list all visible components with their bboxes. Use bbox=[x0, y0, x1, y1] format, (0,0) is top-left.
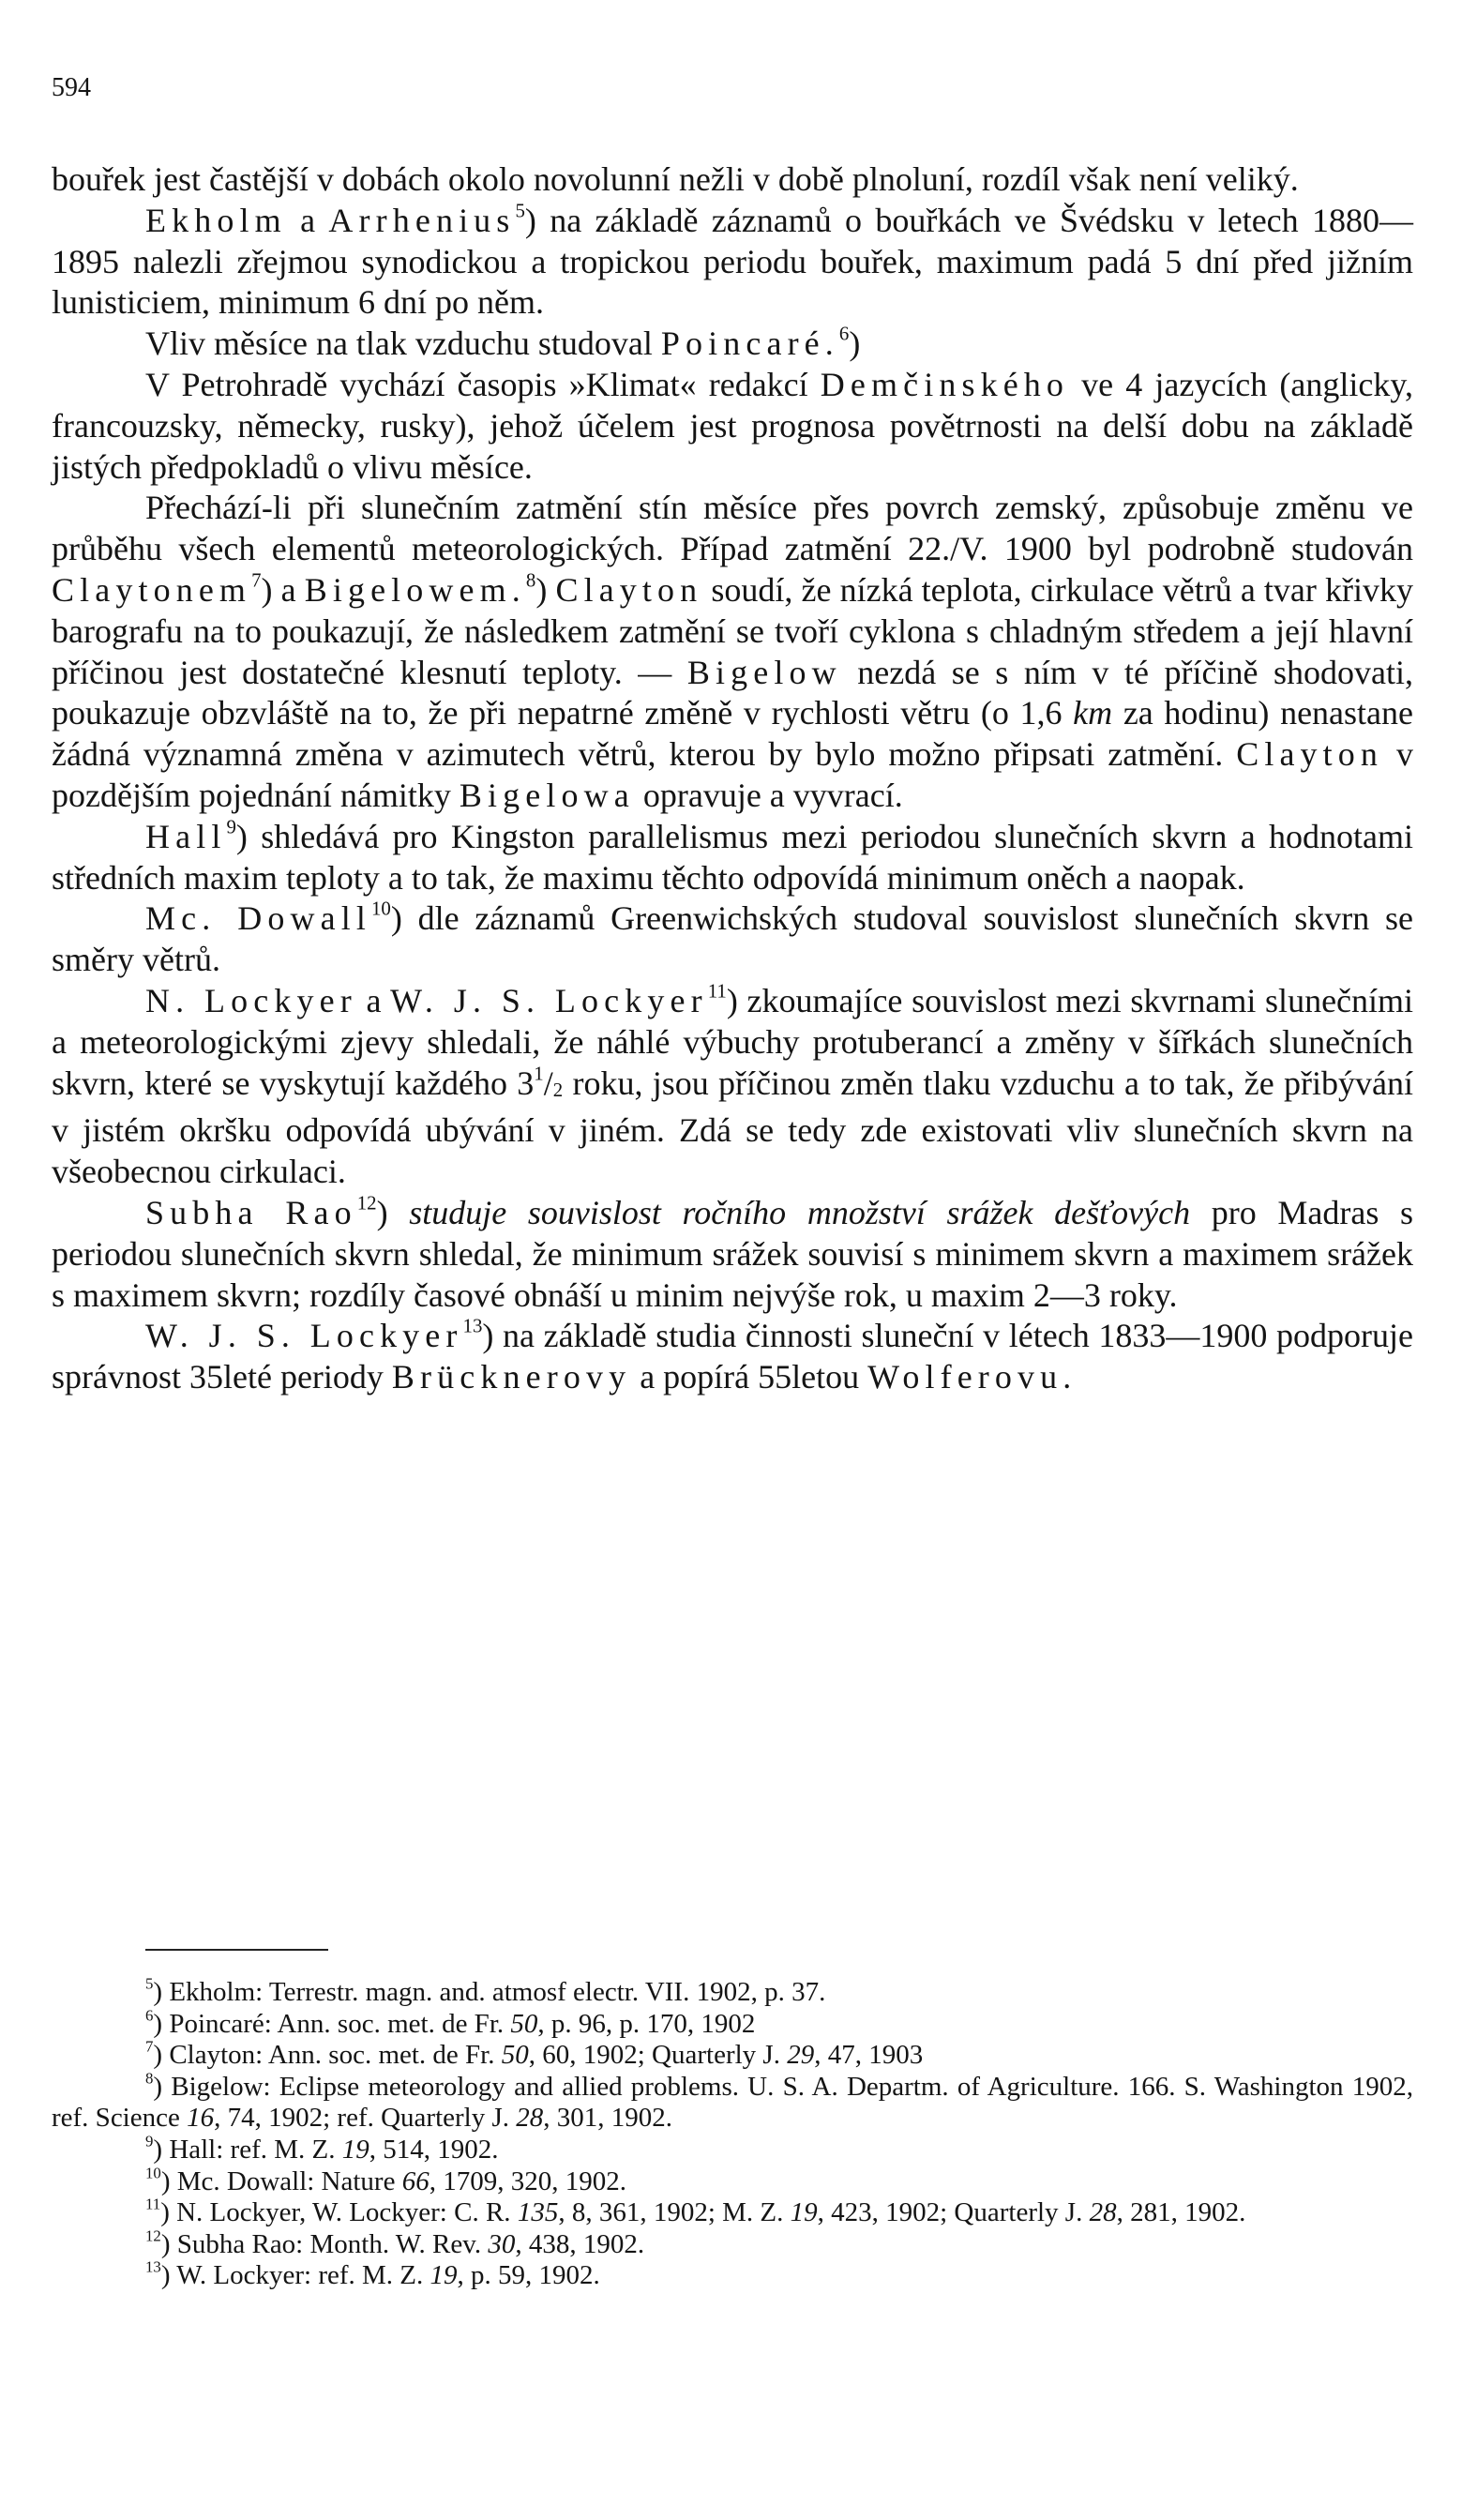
italic-text: studuje souvislost ročního množství srážek dešťových bbox=[409, 1194, 1191, 1231]
footnote-ref: 7 bbox=[251, 568, 262, 592]
footnotes bbox=[52, 1974, 1413, 2292]
footnote-text: , 438, 1902. bbox=[515, 2228, 645, 2259]
text-run: ) shledává pro Kingston parallelismus mezi periodou slunečních skvrn a hodnotami středních maxim teploty a to tak, že maximu těchto odpovídá minimum oněch a naopak. bbox=[52, 817, 1413, 897]
author-name: Arrhenius bbox=[328, 201, 516, 239]
footnote-ref: 8 bbox=[525, 568, 536, 592]
footnote-text: ) Mc. Dowall: Nature bbox=[160, 2165, 402, 2196]
author-name: Clayton bbox=[1236, 735, 1384, 774]
footnote-text: , 423, 1902; Quarterly J. bbox=[817, 2197, 1090, 2228]
footnote-ref: 6 bbox=[838, 322, 850, 345]
footnote-text: , 47, 1903 bbox=[814, 2040, 924, 2071]
footnote-text: ) N. Lockyer, W. Lockyer: C. R. bbox=[160, 2197, 518, 2228]
volume-number: 50 bbox=[510, 2008, 538, 2039]
footnote-number: 12 bbox=[145, 2226, 161, 2245]
footnote-divider bbox=[145, 1949, 328, 1951]
footnote-text: , 301, 1902. bbox=[543, 2103, 673, 2134]
text-run: roku, jsou příčinou změn tlaku vzduchu a to tak, že přibývání v jistém okršku odpovídá ubývání v jiném. Zdá se tedy zde existovati vliv slunečních skvrn na všeobecnou cirkulaci. bbox=[52, 1064, 1413, 1191]
body-text bbox=[52, 159, 1413, 1398]
author-name: Ekholm bbox=[145, 201, 287, 239]
text-run: ve 4 jazycích (anglicky, francouzsky, německy, rusky), jehož účelem jest prognosa povětrnosti na delší dobu na základě jistých předpokladů o vlivu měsíce. bbox=[52, 365, 1413, 486]
paragraph bbox=[52, 898, 1413, 981]
paragraph bbox=[52, 1316, 1413, 1398]
footnote-number: 10 bbox=[145, 2163, 161, 2181]
footnote-text: ) Subha Rao: Month. W. Rev. bbox=[160, 2228, 489, 2259]
footnote-number: 13 bbox=[145, 2257, 161, 2276]
paragraph bbox=[52, 365, 1413, 488]
text-run: bouřek jest častější v dobách okolo novolunní nežli v době plnoluní, rozdíl však není veliký. bbox=[52, 160, 1299, 198]
volume-number: 29 bbox=[787, 2040, 815, 2071]
footnote-text: , 74, 1902; ref. Quarterly J. bbox=[214, 2103, 517, 2134]
paragraph bbox=[52, 201, 1413, 324]
unit-italic: km bbox=[1073, 694, 1113, 732]
footnote-ref: 11 bbox=[707, 979, 727, 1003]
footnote bbox=[52, 2037, 1413, 2072]
text-run: ) a bbox=[261, 570, 305, 609]
text-run: opravuje a vyvrací. bbox=[634, 776, 903, 814]
text-run: . bbox=[1063, 1358, 1072, 1396]
footnote bbox=[52, 2257, 1413, 2292]
volume-number: 28 bbox=[1089, 2197, 1117, 2228]
text-run: Vliv měsíce na tlak vzduchu studoval bbox=[145, 324, 661, 363]
footnote-ref: 13 bbox=[462, 1314, 483, 1337]
footnote-text: , p. 96, p. 170, 1902 bbox=[537, 2008, 756, 2039]
author-name: W. J. S. Lockyer bbox=[145, 1317, 463, 1355]
footnote bbox=[52, 2197, 1413, 2229]
author-name: Bigelowem. bbox=[304, 570, 526, 609]
footnote-text: ) W. Lockyer: ref. M. Z. bbox=[160, 2260, 430, 2291]
footnote-text: ) Clayton: Ann. soc. met. de Fr. bbox=[153, 2040, 502, 2071]
text-run: za hodinu) nenastane žádná významná změna v azimutech větrů, kterou by bylo možno připsati zatmění. bbox=[52, 694, 1414, 774]
footnote-ref: 9 bbox=[226, 815, 236, 838]
text-run: pro Madras s periodou slunečních skvrn shledal, že minimum srážek souvisí s minimem skvrn a maximem srážek s maximem skvrn; rozdíly časové obnáší u minim nejvýše rok, u maxim 2—3 roky. bbox=[52, 1194, 1413, 1314]
text-run: a popírá 55letou bbox=[631, 1358, 868, 1396]
footnote-text: , 514, 1902. bbox=[369, 2134, 499, 2165]
paragraph bbox=[52, 324, 1413, 365]
volume-number: 16 bbox=[187, 2103, 215, 2134]
author-name: Brücknerovy bbox=[391, 1358, 632, 1396]
text-run: ) bbox=[849, 324, 861, 363]
fraction-numerator: 1 bbox=[534, 1061, 544, 1084]
footnote-text: , 8, 361, 1902; M. Z. bbox=[558, 2197, 791, 2228]
footnote-ref: 5 bbox=[515, 199, 525, 222]
paragraph bbox=[52, 488, 1413, 816]
author-name: Hall bbox=[145, 817, 227, 855]
footnote-text: ) Hall: ref. M. Z. bbox=[153, 2134, 342, 2165]
author-name: W. J. S. Lockyer bbox=[390, 981, 708, 1019]
footnote-text: , 281, 1902. bbox=[1116, 2197, 1246, 2228]
volume-number: 30 bbox=[488, 2228, 516, 2259]
footnote-number: 6 bbox=[145, 2005, 154, 2024]
footnote-number: 9 bbox=[145, 2132, 154, 2150]
fraction-slash: / bbox=[543, 1064, 553, 1102]
volume-number: 135 bbox=[517, 2197, 559, 2228]
text-run: ) na základě záznamů o bouřkách ve Švédsku v letech 1880—1895 nalezli zřejmou synodickou a tropickou periodu bouřek, maximum padá 5 dní před jižním lunisticiem, minimum 6 dní po něm. bbox=[52, 201, 1413, 322]
author-name: Claytonem bbox=[52, 570, 252, 609]
text-run: Přechází-li při slunečním zatmění stín měsíce přes povrch zemský, způsobuje změnu ve průběhu všech elementů meteorologických. Případ zatmění 22./V. 1900 byl podrobně studován bbox=[52, 489, 1413, 568]
author-name: Demčinského bbox=[820, 365, 1070, 403]
author-name: Subha Rao bbox=[145, 1194, 357, 1231]
text-run: soudí, že nízká teplota, cirkulace větrů a tvar křivky barografu na to poukazují, že následkem zatmění se tvoří cyklona s chladným středem a její hlavní příčinou jest dostatečné klesnutí teploty. — bbox=[52, 570, 1414, 691]
author-name: Wolferovu bbox=[867, 1358, 1063, 1396]
fraction-denominator: 2 bbox=[552, 1078, 564, 1101]
paragraph bbox=[52, 1193, 1413, 1316]
footnote-text: , p. 59, 1902. bbox=[457, 2260, 600, 2291]
footnote-number: 8 bbox=[145, 2069, 154, 2088]
footnote-number: 5 bbox=[145, 1974, 154, 1993]
text-run: ) zkoumajíce souvislost mezi skvrnami slunečními a meteorologickými zjevy shledali, že náhlé výbuchy protuberancí a změny v šířkách slunečních skvrn, které se vyskytují každého 3 bbox=[52, 981, 1414, 1102]
author-name: Bigelow bbox=[686, 653, 842, 691]
volume-number: 19 bbox=[430, 2260, 458, 2291]
footnote bbox=[52, 2005, 1413, 2041]
text-run: ) bbox=[376, 1194, 410, 1231]
page-number: 594 bbox=[52, 73, 91, 102]
volume-number: 19 bbox=[790, 2197, 818, 2228]
text-run: a bbox=[356, 981, 391, 1019]
text-run: ) dle záznamů Greenwichských studoval souvislost slunečních skvrn se směry větrů. bbox=[52, 899, 1413, 979]
footnote-text: ) Poincaré: Ann. soc. met. de Fr. bbox=[153, 2008, 511, 2039]
volume-number: 19 bbox=[341, 2134, 369, 2165]
footnote-text: , 60, 1902; Quarterly J. bbox=[528, 2040, 788, 2071]
text-run: v pozdějším pojednání námitky bbox=[52, 735, 1413, 814]
paragraph bbox=[52, 817, 1413, 899]
footnote-text: , 1709, 320, 1902. bbox=[429, 2165, 626, 2196]
volume-number: 50 bbox=[501, 2040, 529, 2071]
footnote bbox=[52, 1974, 1413, 2009]
footnote-text: ) Ekholm: Terrestr. magn. and. atmosf electr. VII. 1902, p. 37. bbox=[153, 1977, 826, 2007]
footnote bbox=[52, 2163, 1413, 2198]
footnote bbox=[52, 2132, 1413, 2166]
author-name: Clayton bbox=[555, 570, 703, 609]
volume-number: 66 bbox=[401, 2165, 430, 2196]
text-run: ) bbox=[535, 570, 556, 609]
author-name: Poincaré. bbox=[660, 324, 839, 363]
text-run: a bbox=[286, 201, 329, 239]
footnote-ref: 10 bbox=[370, 897, 391, 920]
text-run: ) na základě studia činnosti sluneční v létech 1833—1900 podporuje správnost 35leté periody bbox=[52, 1317, 1413, 1396]
author-name: Bigelowa bbox=[459, 776, 635, 814]
author-name: N. Lockyer bbox=[145, 981, 357, 1019]
volume-number: 28 bbox=[516, 2103, 544, 2134]
footnote bbox=[52, 2226, 1413, 2261]
author-name: Mc. Dowall bbox=[145, 899, 371, 938]
footnote-ref: 12 bbox=[356, 1191, 377, 1215]
footnote-number: 7 bbox=[145, 2037, 154, 2056]
paragraph bbox=[52, 981, 1413, 1193]
footnote-number: 11 bbox=[145, 2195, 161, 2213]
footnote bbox=[52, 2069, 1413, 2135]
text-run: V Petrohradě vychází časopis »Klimat« redakcí bbox=[145, 365, 821, 403]
paragraph bbox=[52, 159, 1413, 201]
text-run: nezdá se s ním v té příčině shodovati, poukazuje obzvláště na to, že při nepatrné změně v rychlosti větru (o 1,6 bbox=[52, 653, 1413, 732]
footnote-text: ) Bigelow: Eclipse meteorology and allied problems. U. S. A. Departm. of Agriculture. 166. S. Washington 1902, ref. Science bbox=[52, 2071, 1413, 2134]
